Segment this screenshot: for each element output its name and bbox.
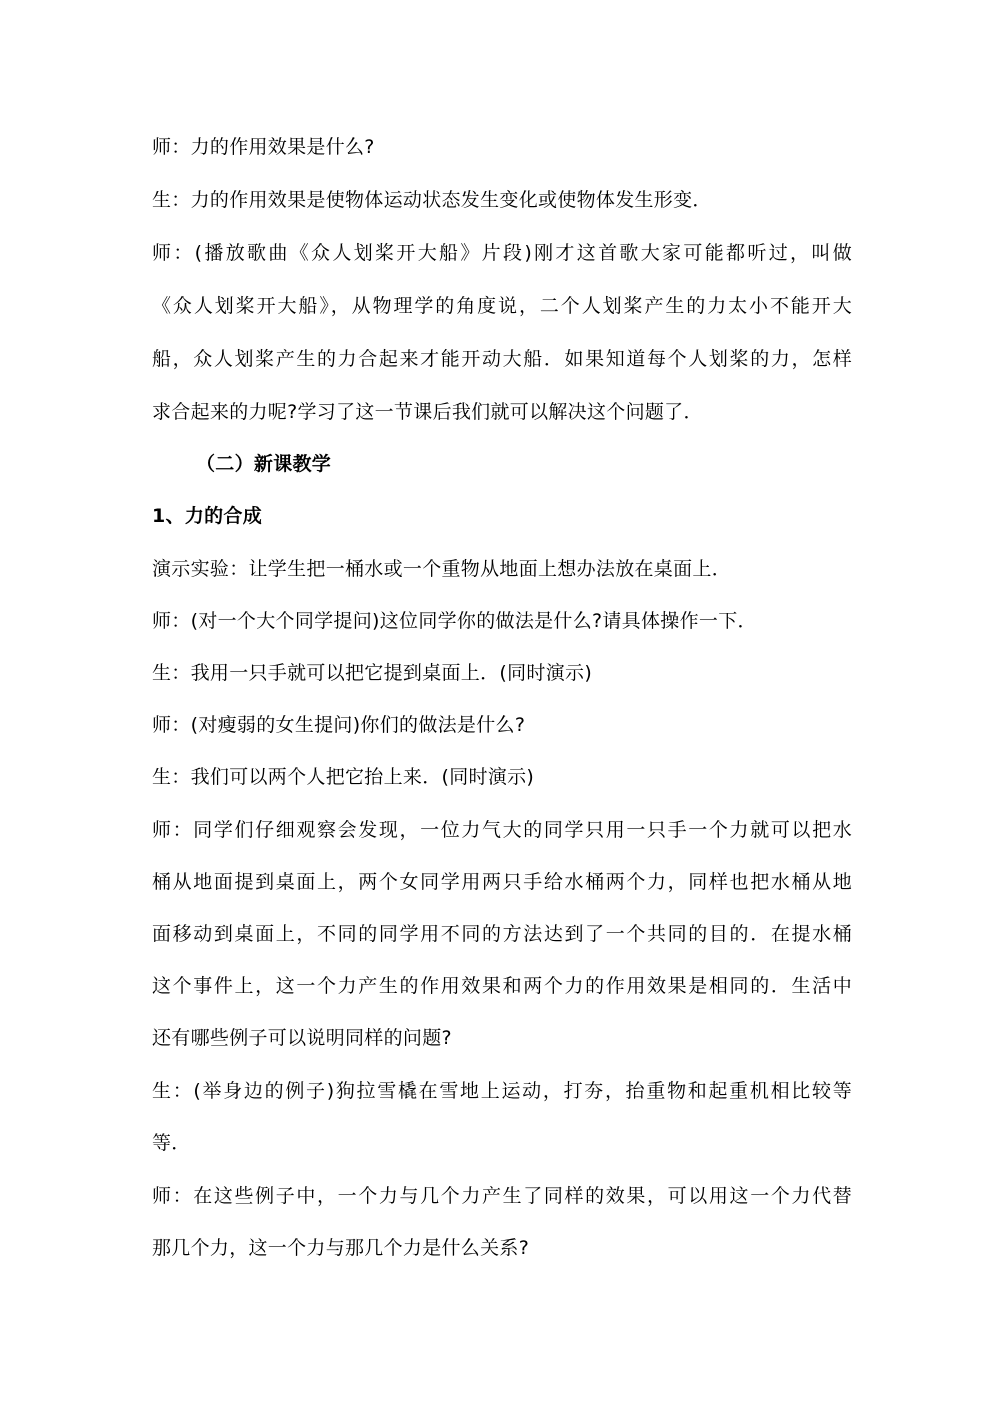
text-line-22: 那几个力，这一个力与那几个力是什么关系? (152, 1237, 530, 1259)
text-line-4: 《众人划桨开大船》，从物理学的角度说，二个人划桨产生的力太小不能开大 (152, 295, 852, 317)
text-line-13: 生：我们可以两个人把它抬上来．(同时演示) (152, 766, 535, 788)
text-line-18: 还有哪些例子可以说明同样的问题? (152, 1027, 452, 1049)
text-line-21: 师：在这些例子中，一个力与几个力产生了同样的效果，可以用这一个力代替 (152, 1185, 852, 1207)
text-line-16: 面移动到桌面上，不同的同学用不同的方法达到了一个共同的目的．在提水桶 (152, 923, 852, 945)
section-heading: （二）新课教学 (196, 453, 332, 475)
text-line-11: 生：我用一只手就可以把它提到桌面上．(同时演示) (152, 662, 593, 684)
text-line-20: 等． (152, 1132, 191, 1154)
text-line-12: 师：(对瘦弱的女生提问)你们的做法是什么? (152, 714, 526, 736)
text-line-19: 生：(举身边的例子)狗拉雪橇在雪地上运动，打夯，抬重物和起重机相比较等 (152, 1080, 852, 1102)
text-line-17: 这个事件上，这一个力产生的作用效果和两个力的作用效果是相同的．生活中 (152, 975, 852, 997)
text-line-14: 师：同学们仔细观察会发现，一位力气大的同学只用一只手一个力就可以把水 (152, 819, 852, 841)
text-line-6: 求合起来的力呢?学习了这一节课后我们就可以解决这个问题了． (152, 401, 703, 423)
text-line-1: 师：力的作用效果是什么? (152, 136, 375, 158)
text-line-15: 桶从地面提到桌面上，两个女同学用两只手给水桶两个力，同样也把水桶从地 (152, 871, 852, 893)
text-line-9: 演示实验：让学生把一桶水或一个重物从地面上想办法放在桌面上． (152, 558, 732, 580)
text-line-3: 师：(播放歌曲《众人划桨开大船》片段)刚才这首歌大家可能都听过，叫做 (152, 242, 852, 264)
text-line-10: 师：(对一个大个同学提问)这位同学你的做法是什么?请具体操作一下． (152, 610, 757, 632)
subsection-heading: 1、力的合成 (152, 505, 263, 527)
text-line-2: 生：力的作用效果是使物体运动状态发生变化或使物体发生形变． (152, 189, 712, 211)
text-line-5: 船，众人划桨产生的力合起来才能开动大船．如果知道每个人划桨的力，怎样 (152, 348, 852, 370)
